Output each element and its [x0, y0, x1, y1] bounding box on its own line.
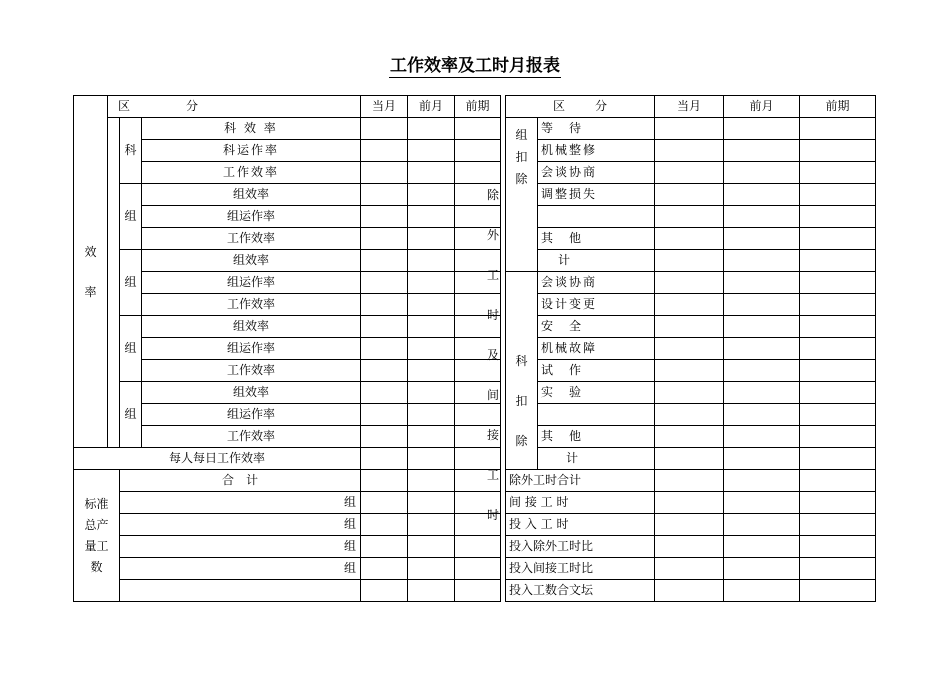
header-prev: 前月	[408, 96, 455, 118]
cell[interactable]	[408, 382, 455, 404]
row-label: 工作效率	[142, 228, 361, 250]
cell[interactable]	[408, 470, 455, 492]
header-category: 区 分	[108, 96, 361, 118]
row-label: 组效率	[142, 316, 361, 338]
header-cur: 当月	[361, 96, 408, 118]
cell[interactable]	[361, 404, 408, 426]
row-label: 其 他	[538, 426, 655, 448]
cell[interactable]	[800, 272, 876, 294]
cell[interactable]	[655, 228, 724, 250]
cell[interactable]	[408, 514, 455, 536]
cell[interactable]	[724, 426, 800, 448]
cell[interactable]	[455, 580, 501, 602]
row-label: 机械故障	[538, 338, 655, 360]
header-prevp: 前期	[455, 96, 501, 118]
zu-label: 组	[120, 250, 142, 316]
row-label: 实 验	[538, 382, 655, 404]
row-label: 其 他	[538, 228, 655, 250]
cell[interactable]	[361, 536, 408, 558]
cell[interactable]	[361, 140, 408, 162]
row-label: 组运作率	[142, 272, 361, 294]
header-prevp: 前期	[800, 96, 876, 118]
cell[interactable]	[724, 448, 800, 470]
daily-efficiency-label: 每人每日工作效率	[74, 448, 361, 470]
cell[interactable]	[724, 118, 800, 140]
cell[interactable]	[408, 272, 455, 294]
cell[interactable]	[361, 558, 408, 580]
left-table	[73, 95, 501, 602]
zu-label: 组	[120, 184, 142, 250]
cell[interactable]	[724, 580, 800, 602]
cell[interactable]	[408, 580, 455, 602]
row-label: 投入间接工时比	[506, 558, 655, 580]
cell[interactable]	[655, 448, 724, 470]
cell[interactable]	[361, 206, 408, 228]
row-label: 会谈协商	[538, 162, 655, 184]
row-label: 计	[538, 250, 655, 272]
row-label: 组运作率	[142, 404, 361, 426]
cell[interactable]	[408, 206, 455, 228]
std-label: 标准总产量工数	[74, 470, 120, 602]
cell[interactable]	[655, 140, 724, 162]
cell[interactable]	[724, 294, 800, 316]
cell[interactable]	[655, 316, 724, 338]
row-label: 组	[120, 558, 361, 580]
cell[interactable]	[724, 514, 800, 536]
cell[interactable]	[361, 470, 408, 492]
cell[interactable]	[408, 140, 455, 162]
zu-label: 组	[120, 316, 142, 382]
efficiency-label: 效 率	[74, 96, 108, 448]
row-label: 组	[120, 514, 361, 536]
right-vertical-label: 除外工时及间接工时	[486, 188, 499, 522]
cell[interactable]	[655, 382, 724, 404]
row-label: 科运作率	[142, 140, 361, 162]
cell[interactable]	[800, 118, 876, 140]
cell[interactable]	[361, 382, 408, 404]
row-label: 组效率	[142, 382, 361, 404]
row-label: 试 作	[538, 360, 655, 382]
cell[interactable]	[800, 228, 876, 250]
row-label: 组	[120, 536, 361, 558]
cell[interactable]	[724, 536, 800, 558]
cell[interactable]	[724, 404, 800, 426]
dept-deduct-label: 科扣除	[506, 272, 538, 470]
cell[interactable]	[361, 316, 408, 338]
zu-label: 组	[120, 382, 142, 448]
row-label: 工作效率	[142, 162, 361, 184]
cell[interactable]	[655, 536, 724, 558]
cell[interactable]	[361, 118, 408, 140]
cell[interactable]	[800, 492, 876, 514]
cell[interactable]	[724, 338, 800, 360]
cell[interactable]	[724, 470, 800, 492]
row-label: 等 待	[538, 118, 655, 140]
row-label: 间 接 工 时	[506, 492, 655, 514]
cell[interactable]	[408, 404, 455, 426]
row-label: 安 全	[538, 316, 655, 338]
cell[interactable]	[655, 470, 724, 492]
cell[interactable]	[361, 448, 408, 470]
cell[interactable]	[800, 448, 876, 470]
cell[interactable]	[361, 250, 408, 272]
cell[interactable]	[800, 536, 876, 558]
cell[interactable]	[408, 558, 455, 580]
cell[interactable]	[361, 228, 408, 250]
cell[interactable]	[724, 228, 800, 250]
cell[interactable]	[655, 338, 724, 360]
cell[interactable]	[455, 140, 501, 162]
cell[interactable]	[724, 492, 800, 514]
header-category: 区 分	[506, 96, 655, 118]
cell[interactable]	[655, 514, 724, 536]
cell[interactable]	[655, 162, 724, 184]
cell[interactable]	[361, 184, 408, 206]
cell[interactable]	[655, 580, 724, 602]
cell[interactable]	[800, 580, 876, 602]
cell[interactable]	[361, 492, 408, 514]
cell[interactable]	[655, 360, 724, 382]
cell[interactable]	[800, 250, 876, 272]
cell[interactable]	[724, 206, 800, 228]
row-label: 除外工时合计	[506, 470, 655, 492]
cell[interactable]	[724, 272, 800, 294]
row-label: 科 效 率	[142, 118, 361, 140]
group-deduct-label: 组扣除	[506, 118, 538, 272]
header-cur: 当月	[655, 96, 724, 118]
cell[interactable]	[724, 140, 800, 162]
cell[interactable]	[800, 316, 876, 338]
header-prev: 前月	[724, 96, 800, 118]
cell[interactable]	[408, 228, 455, 250]
table-header	[506, 96, 876, 118]
cell[interactable]	[655, 272, 724, 294]
cell[interactable]	[800, 558, 876, 580]
cell[interactable]	[408, 162, 455, 184]
cell[interactable]	[724, 316, 800, 338]
cell[interactable]	[800, 514, 876, 536]
table-header	[74, 96, 501, 118]
cell[interactable]	[361, 514, 408, 536]
page-title: 工作效率及工时月报表	[390, 56, 560, 76]
cell[interactable]	[724, 382, 800, 404]
cell[interactable]	[361, 294, 408, 316]
cell[interactable]	[655, 492, 724, 514]
row-label: 组运作率	[142, 338, 361, 360]
cell[interactable]	[800, 162, 876, 184]
cell[interactable]	[724, 558, 800, 580]
cell[interactable]	[655, 250, 724, 272]
cell[interactable]	[655, 206, 724, 228]
cell[interactable]	[655, 118, 724, 140]
cell[interactable]	[655, 558, 724, 580]
cell[interactable]	[361, 580, 408, 602]
row-label: 投入工数合文坛	[506, 580, 655, 602]
cell[interactable]	[655, 426, 724, 448]
cell[interactable]	[800, 470, 876, 492]
cell[interactable]	[655, 184, 724, 206]
cell[interactable]	[800, 140, 876, 162]
cell[interactable]	[724, 184, 800, 206]
cell[interactable]	[408, 118, 455, 140]
cell[interactable]	[361, 360, 408, 382]
cell[interactable]	[800, 206, 876, 228]
row-label: 组效率	[142, 250, 361, 272]
cell[interactable]	[800, 360, 876, 382]
cell[interactable]	[408, 338, 455, 360]
cell[interactable]	[361, 162, 408, 184]
cell[interactable]	[800, 184, 876, 206]
cell[interactable]	[724, 162, 800, 184]
row-label: 设计变更	[538, 294, 655, 316]
row-label	[538, 404, 655, 426]
cell[interactable]	[408, 184, 455, 206]
ke-label: 科	[120, 118, 142, 184]
cell[interactable]	[724, 360, 800, 382]
cell[interactable]	[724, 250, 800, 272]
row-label: 投 入 工 时	[506, 514, 655, 536]
row-label: 投入除外工时比	[506, 536, 655, 558]
cell[interactable]	[800, 426, 876, 448]
cell[interactable]	[800, 404, 876, 426]
cell[interactable]	[408, 492, 455, 514]
row-label: 会谈协商	[538, 272, 655, 294]
cell[interactable]	[408, 250, 455, 272]
cell[interactable]	[361, 426, 408, 448]
cell[interactable]	[655, 404, 724, 426]
cell[interactable]	[800, 338, 876, 360]
cell[interactable]	[655, 294, 724, 316]
row-label	[120, 580, 361, 602]
row-label: 组运作率	[142, 206, 361, 228]
cell[interactable]	[361, 272, 408, 294]
cell[interactable]	[800, 382, 876, 404]
cell[interactable]	[408, 426, 455, 448]
row-label: 组效率	[142, 184, 361, 206]
row-label	[538, 206, 655, 228]
row-label: 工作效率	[142, 294, 361, 316]
cell[interactable]	[455, 118, 501, 140]
cell[interactable]	[361, 338, 408, 360]
cell[interactable]	[408, 294, 455, 316]
right-table	[505, 95, 876, 602]
cell[interactable]	[408, 316, 455, 338]
row-label: 工作效率	[142, 360, 361, 382]
row-label: 工作效率	[142, 426, 361, 448]
cell[interactable]	[455, 536, 501, 558]
row-label: 调整损失	[538, 184, 655, 206]
cell[interactable]	[408, 448, 455, 470]
cell[interactable]	[408, 536, 455, 558]
cell[interactable]	[800, 294, 876, 316]
row-label: 机械整修	[538, 140, 655, 162]
row-label: 计	[538, 448, 655, 470]
spacer-col	[108, 118, 120, 448]
cell[interactable]	[408, 360, 455, 382]
cell[interactable]	[455, 558, 501, 580]
row-label: 组	[120, 492, 361, 514]
total-label: 合 计	[120, 470, 361, 492]
